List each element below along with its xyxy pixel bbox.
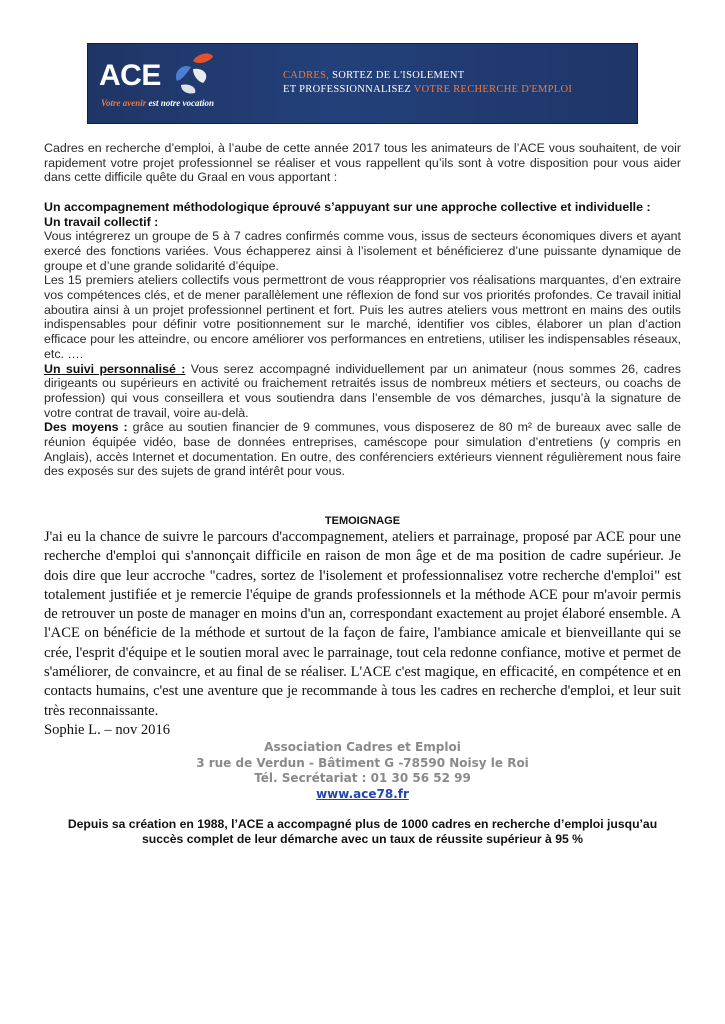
- testimonial-signature: Sophie L. – nov 2016: [44, 721, 171, 738]
- personal-text: Vous serez accompagné individuellement par un animateur (nous sommes 26, cadres dirigeants ou supérieurs en activité ou fraichement retraités issus de nombreux métiers et secteurs, ou coachs de profession) qui vous conseillera et vous soutiendra dans l’ensemble de vos démarches, jusqu’à la signature de votre contrat de travail, voire au-delà.: [44, 361, 681, 420]
- tagline-highlight-2: VOTRE RECHERCHE D'EMPLOI: [413, 84, 573, 95]
- closing-line-2: succès complet de leur démarche avec un taux de réussite supérieur à 95 %: [142, 832, 583, 846]
- tagline-rest-1: SORTEZ DE L'ISOLEMENT: [332, 70, 465, 81]
- testimonial-body: J'ai eu la chance de suivre le parcours d'accompagnement, ateliers et parrainage, proposé par ACE pour une recherche d'emploi qui s'annonçait difficile en raison de mon âge et de ma position de cadre supérieur. Je dois dire que leur accroche "cadres, sortez de l'isolement et professionnalisez votre recherche d'emploi" est totalement justifiée et je remercie l'équipe de grands professionnels et la méthode ACE pour m'avoir permis de retrouver un poste de manager en moins d'un an, correspondant exactement au projet élaboré ensemble. A l'ACE on bénéficie de la méthode et surtout de la façon de faire, l'ambiance amicale et bienveillante qui se crée, l'esprit d'équipe et le soutien moral avec le parrainage, tout cela redonne confiance, motive et permet de s'améliorer, de convaincre, et au final de se réaliser. L'ACE c'est magique, en efficacité, en compétence et en contacts humains, c'est une aventure que je recommande à tous les cadres en recherche d'emploi, et leur suit très reconnaissante.: [44, 529, 681, 719]
- personal-title: Un suivi personnalisé :: [44, 361, 186, 376]
- collective-title: Un travail collectif :: [44, 214, 159, 229]
- method-heading: Un accompagnement méthodologique éprouvé s’appuyant sur une approche collective et individuelle :: [44, 199, 651, 214]
- ace-logo-text: ACE: [99, 59, 161, 92]
- org-address: 3 rue de Verdun - Bâtiment G -78590 Noisy le Roi: [196, 755, 529, 770]
- means-paragraph: [44, 420, 681, 479]
- testimonial-title: TEMOIGNAGE: [324, 515, 401, 527]
- website-link[interactable]: www.ace78.fr: [316, 786, 409, 801]
- tagline-white-2: ET PROFESSIONNALISEZ: [283, 84, 412, 95]
- collective-paragraph-2: Les 15 premiers ateliers collectifs vous permettront de vous réapproprier vos réalisations marquantes, d’en extraire vos compétences clés, et de mener parallèlement une réflexion de fond sur vos priorités profondes. Ce travail initial aboutira ainsi à un projet professionnel pertinent et fort. Puis les autres ateliers vous mettront en mains des outils indispensables pour définir votre positionnement sur le marché, identifier vos cibles, élaborer un plan d’action efficace pour les atteindre, ou encore améliorer vos performances en entretiens, utiliser les indispensables réseaux, etc. ….: [44, 273, 681, 361]
- org-phone: Tél. Secrétariat : 01 30 56 52 99: [254, 771, 471, 785]
- contact-footer: [44, 740, 681, 802]
- slogan-prefix: Votre avenir: [101, 98, 147, 108]
- tagline: [283, 69, 572, 97]
- means-title: Des moyens :: [44, 420, 128, 435]
- tagline-highlight-1: CADRES,: [283, 70, 330, 81]
- intro-paragraph: Cadres en recherche d’emploi, à l’aube de cette année 2017 tous les animateurs de l’ACE vous souhaitent, de voir rapidement votre projet professionnel se réaliser et vous rappellent qu’ils sont à votre disposition pour vous aider dans cette difficile quête du Graal en vous apportant :: [44, 141, 681, 185]
- header-banner: [87, 43, 638, 124]
- closing-statement: [44, 817, 681, 847]
- ace-logo-icon: [167, 51, 219, 97]
- means-text: grâce au soutien financier de 9 communes, vous disposerez de 80 m² de bureaux avec salle de réunion équipée vidéo, base de données entreprises, caméscope pour simulation d’entretiens (y compris en Anglais), accès Internet et documentation. En outre, des conférenciers extérieurs viennent régulièrement nous faire des exposés sur des sujets de grand intérêt pour vous.: [44, 420, 682, 479]
- org-name: Association Cadres et Emploi: [264, 740, 461, 754]
- slogan: [101, 98, 214, 108]
- testimonial: [44, 528, 681, 740]
- main-content: [44, 141, 681, 479]
- slogan-suffix: est notre vocation: [148, 98, 215, 108]
- closing-line-1: Depuis sa création en 1988, l’ACE a accompagné plus de 1000 cadres en recherche d’emploi jusqu’au: [67, 817, 658, 831]
- collective-paragraph-1: Vous intégrerez un groupe de 5 à 7 cadres confirmés comme vous, issus de secteurs économiques divers et ayant exercé des fonctions variées. Vous échapperez ainsi à l’isolement et bénéficierez d’une puissante dynamique de groupe et d’une grande solidarité d’équipe.: [44, 229, 681, 273]
- personal-paragraph: [44, 362, 681, 421]
